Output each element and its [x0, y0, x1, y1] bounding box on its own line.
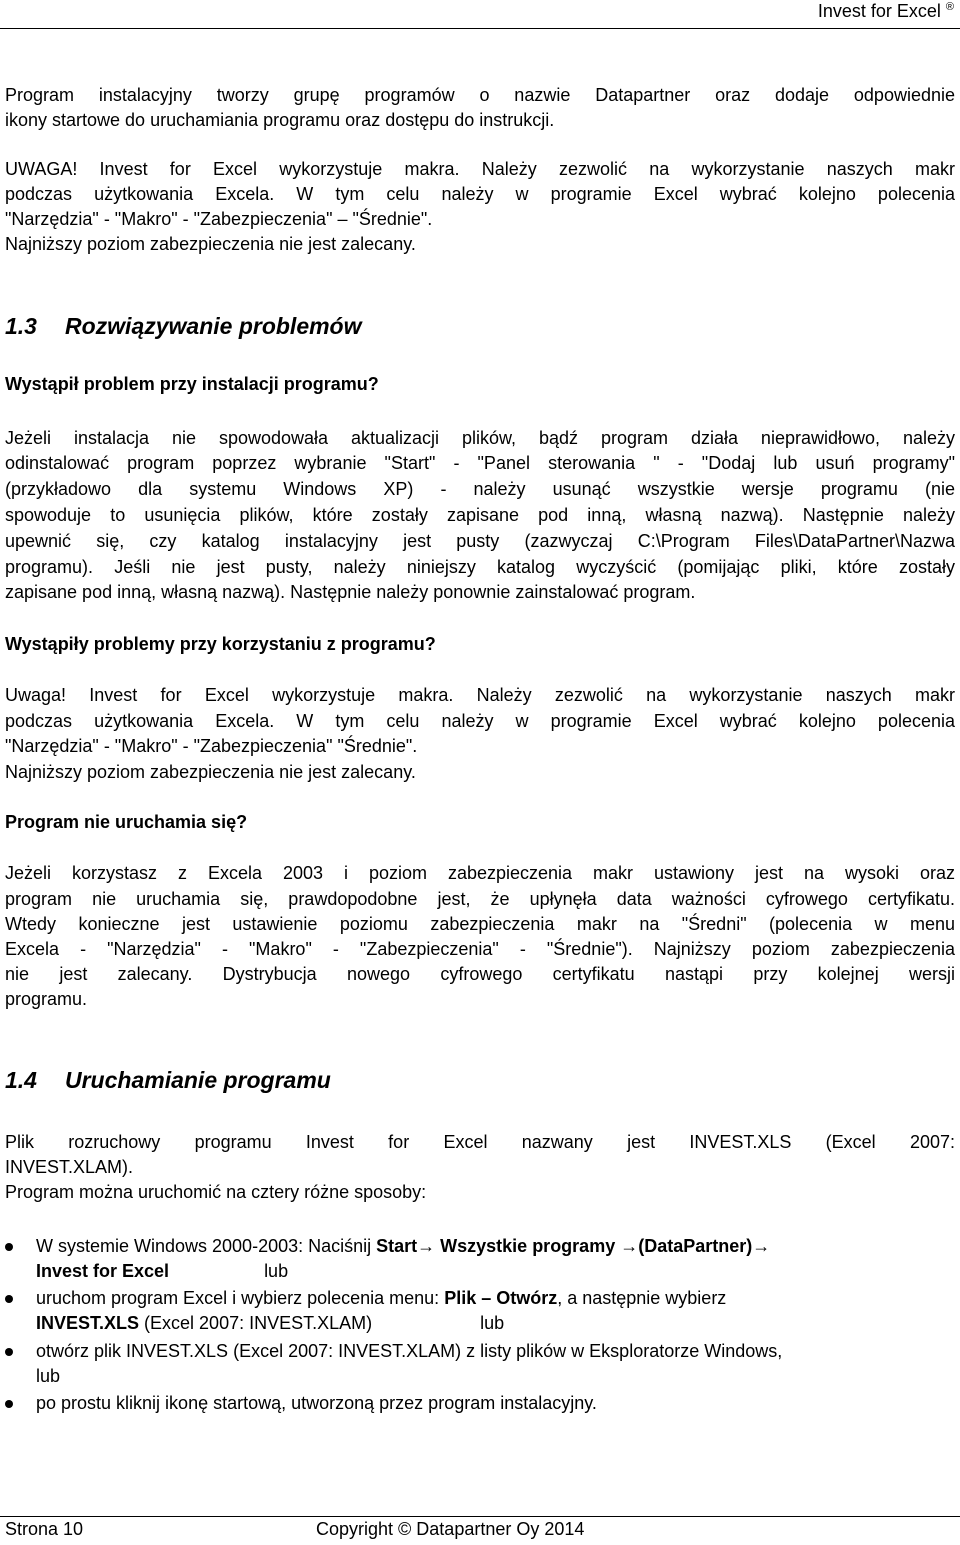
paragraph-line: Jeżeli instalacja nie spowodowała aktualizacji plików, bądź program działa nieprawidłowo, należy: [5, 428, 955, 448]
paragraph-line: spowoduje to usunięcia plików, które zostały zapisane pod inną, własną nazwą). Następnie należy: [5, 505, 955, 525]
paragraph-line: program nie uruchamia się, prawdopodobne jest, że upłynęła data ważności cyfrowego certyfikatu.: [5, 889, 955, 909]
menu-path: Invest for Excel: [36, 1261, 170, 1281]
bullet-icon: [5, 1295, 13, 1303]
section-title: Rozwiązywanie problemów: [65, 313, 362, 339]
paragraph-line: upewnić się, czy katalog instalacyjny jest pusty (zazwyczaj C:\Program Files\DataPartner\Nazwa: [5, 531, 955, 551]
question-heading: Wystąpił problem przy instalacji programu?: [5, 374, 379, 394]
paragraph-line: Plik rozruchowy programu Invest for Excel nazwany jest INVEST.XLS (Excel 2007:: [5, 1132, 955, 1152]
list-item-line: po prostu kliknij ikonę startową, utworzoną przez program instalacyjny.: [36, 1393, 597, 1413]
paragraph-line: podczas użytkowania Excela. W tym celu należy w programie Excel wybrać kolejno polecenia: [5, 711, 955, 731]
section-heading-1-4: [5, 1067, 331, 1094]
list-item: [5, 1234, 955, 1284]
list-item: [5, 1339, 955, 1389]
menu-path: Plik – Otwórz: [444, 1288, 558, 1308]
header-divider: [0, 28, 960, 29]
menu-path: →(DataPartner)→: [620, 1236, 771, 1256]
copyright: Copyright © Datapartner Oy 2014: [316, 1519, 585, 1539]
section-title: Uruchamianie programu: [65, 1067, 331, 1093]
list-item-line: [36, 1311, 955, 1336]
list-item-text: lub: [480, 1313, 505, 1333]
bullet-icon: [5, 1400, 13, 1408]
list-item: [5, 1391, 955, 1416]
list-item-line: [36, 1234, 955, 1259]
registered-mark: ®: [945, 1, 954, 13]
paragraph-line: INVEST.XLAM).: [5, 1157, 134, 1177]
menu-path: Start→ Wszystkie programy: [376, 1236, 616, 1256]
section-heading-1-3: [5, 313, 362, 340]
list-item-text: uruchom program Excel i wybierz polecenia menu:: [36, 1288, 445, 1308]
list-item-text: (Excel 2007: INVEST.XLAM): [139, 1313, 373, 1333]
page-number: Strona 10: [5, 1519, 84, 1539]
paragraph-line: Najniższy poziom zabezpieczenia nie jest zalecany.: [5, 234, 416, 254]
paragraph-line: nie jest zalecany. Dystrybucja nowego cyfrowego certyfikatu nastąpi przy kolejnej wersji: [5, 964, 955, 984]
paragraph-line: programu.: [5, 989, 88, 1009]
paragraph-line: ikony startowe do uruchamiania programu oraz dostępu do instrukcji.: [5, 110, 555, 130]
list-item-line: otwórz plik INVEST.XLS (Excel 2007: INVEST.XLAM) z listy plików w Eksploratorze Windows,: [36, 1341, 783, 1361]
list-item-text: W systemie Windows 2000-2003: Naciśnij: [36, 1236, 377, 1256]
question-heading: Wystąpiły problemy przy korzystaniu z programu?: [5, 634, 436, 654]
paragraph-line: (przykładowo dla systemu Windows XP) - należy usunąć wszystkie wersje programu (nie: [5, 479, 955, 499]
section-number: 1.4: [5, 1067, 37, 1093]
question-heading: Program nie uruchamia się?: [5, 812, 248, 832]
paragraph-line: Wtedy konieczne jest ustawienie poziomu zabezpieczenia makr na "Średni" (polecenia w menu: [5, 914, 955, 934]
list-item-line: [36, 1259, 955, 1284]
paragraph-line: "Narzędzia" - "Makro" - "Zabezpieczenia" "Średnie".: [5, 736, 418, 756]
bullet-icon: [5, 1243, 13, 1251]
list-item-text: , a następnie wybierz: [557, 1288, 727, 1308]
bullet-icon: [5, 1348, 13, 1356]
paragraph-line: podczas użytkowania Excela. W tym celu należy w programie Excel wybrać kolejno polecenia: [5, 184, 955, 204]
paragraph-line: odinstalować program poprzez wybranie "Start" - "Panel sterowania " - "Dodaj lub usuń programy": [5, 453, 955, 473]
list-item-line: [36, 1286, 955, 1311]
header-title: Invest for Excel: [817, 1, 941, 21]
footer-divider: [0, 1516, 960, 1517]
file-name: INVEST.XLS: [36, 1313, 140, 1333]
paragraph-line: "Narzędzia" - "Makro" - "Zabezpieczenia" – "Średnie".: [5, 209, 433, 229]
list-item: [5, 1286, 955, 1336]
paragraph-line: Program instalacyjny tworzy grupę programów o nazwie Datapartner oraz dodaje odpowiednie: [5, 85, 955, 105]
running-header: [818, 1, 954, 22]
list-item-line: lub: [36, 1366, 61, 1386]
paragraph-line: UWAGA! Invest for Excel wykorzystuje makra. Należy zezwolić na wykorzystanie naszych makr: [5, 159, 955, 179]
section-number: 1.3: [5, 313, 37, 339]
paragraph-line: programu). Jeśli nie jest pusty, należy niniejszy katalog wyczyścić (pomijając pliki, które zostały: [5, 557, 955, 577]
paragraph-line: Uwaga! Invest for Excel wykorzystuje makra. Należy zezwolić na wykorzystanie naszych makr: [5, 685, 955, 705]
paragraph-line: Jeżeli korzystasz z Excela 2003 i poziom zabezpieczenia makr ustawiony jest na wysoki oraz: [5, 863, 955, 883]
paragraph-line: Najniższy poziom zabezpieczenia nie jest zalecany.: [5, 762, 416, 782]
paragraph-line: zapisane pod inną, własną nazwą). Następnie należy ponownie zainstalować program.: [5, 582, 696, 602]
paragraph-line: Program można uruchomić na cztery różne sposoby:: [5, 1182, 427, 1202]
paragraph-line: Excela - "Narzędzia" - "Makro" - "Zabezpieczenia" - "Średnie"). Najniższy poziom zabezpieczenia: [5, 939, 955, 959]
list-item-text: lub: [264, 1261, 289, 1281]
